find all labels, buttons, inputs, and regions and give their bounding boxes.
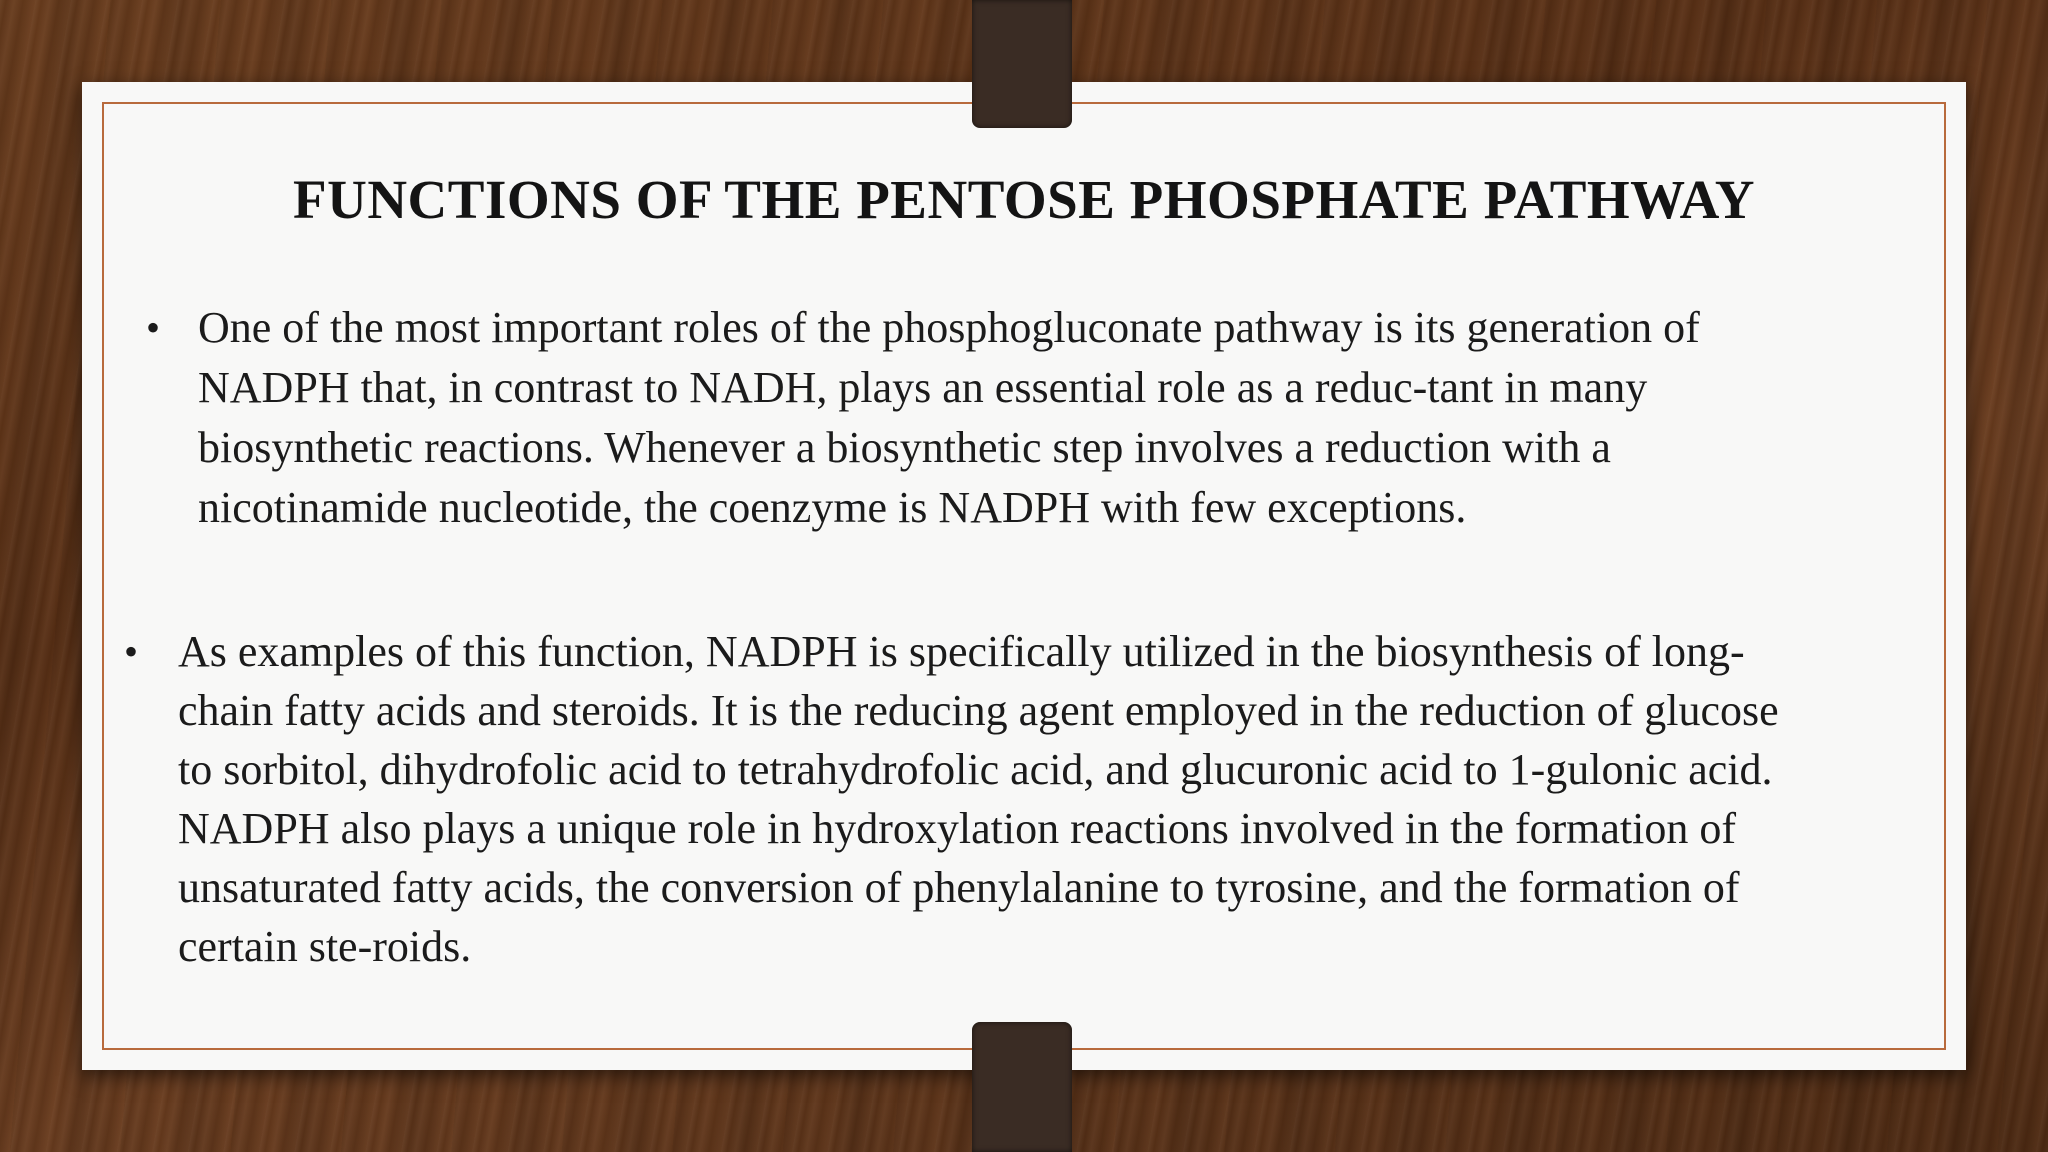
slide-title: FUNCTIONS OF THE PENTOSE PHOSPHATE PATHWAY [293,169,1755,230]
top-strap [972,0,1072,128]
bullet-text: One of the most important roles of the phosphogluconate pathway is its generation of NADPH that, in contrast to NADH, plays an essential role as a reduc-tant in many biosynthetic reactions. Whenever a biosynthetic step involves a reduction with a nicotinamide nucleotide, the coenzyme is NADPH with few exceptions. [198,303,1700,532]
bullet-item-2 [124,622,1798,976]
bottom-strap [972,1022,1072,1152]
bullet-text: As examples of this function, NADPH is specifically utilized in the biosynthesis of long-chain fatty acids and steroids. It is the reducing agent employed in the reduction of glucose to sorbitol, dihydrofolic acid to tetrahydrofolic acid, and glucuronic acid to 1-gulonic acid. NADPH also plays a unique role in hydroxylation reactions involved in the formation of unsaturated fatty acids, the conversion of phenylalanine to tyrosine, and the formation of certain ste-roids. [178,627,1779,971]
bullet-item-1 [146,298,1778,538]
bullet-marker: • [146,305,161,350]
bullet-marker: • [124,629,139,674]
